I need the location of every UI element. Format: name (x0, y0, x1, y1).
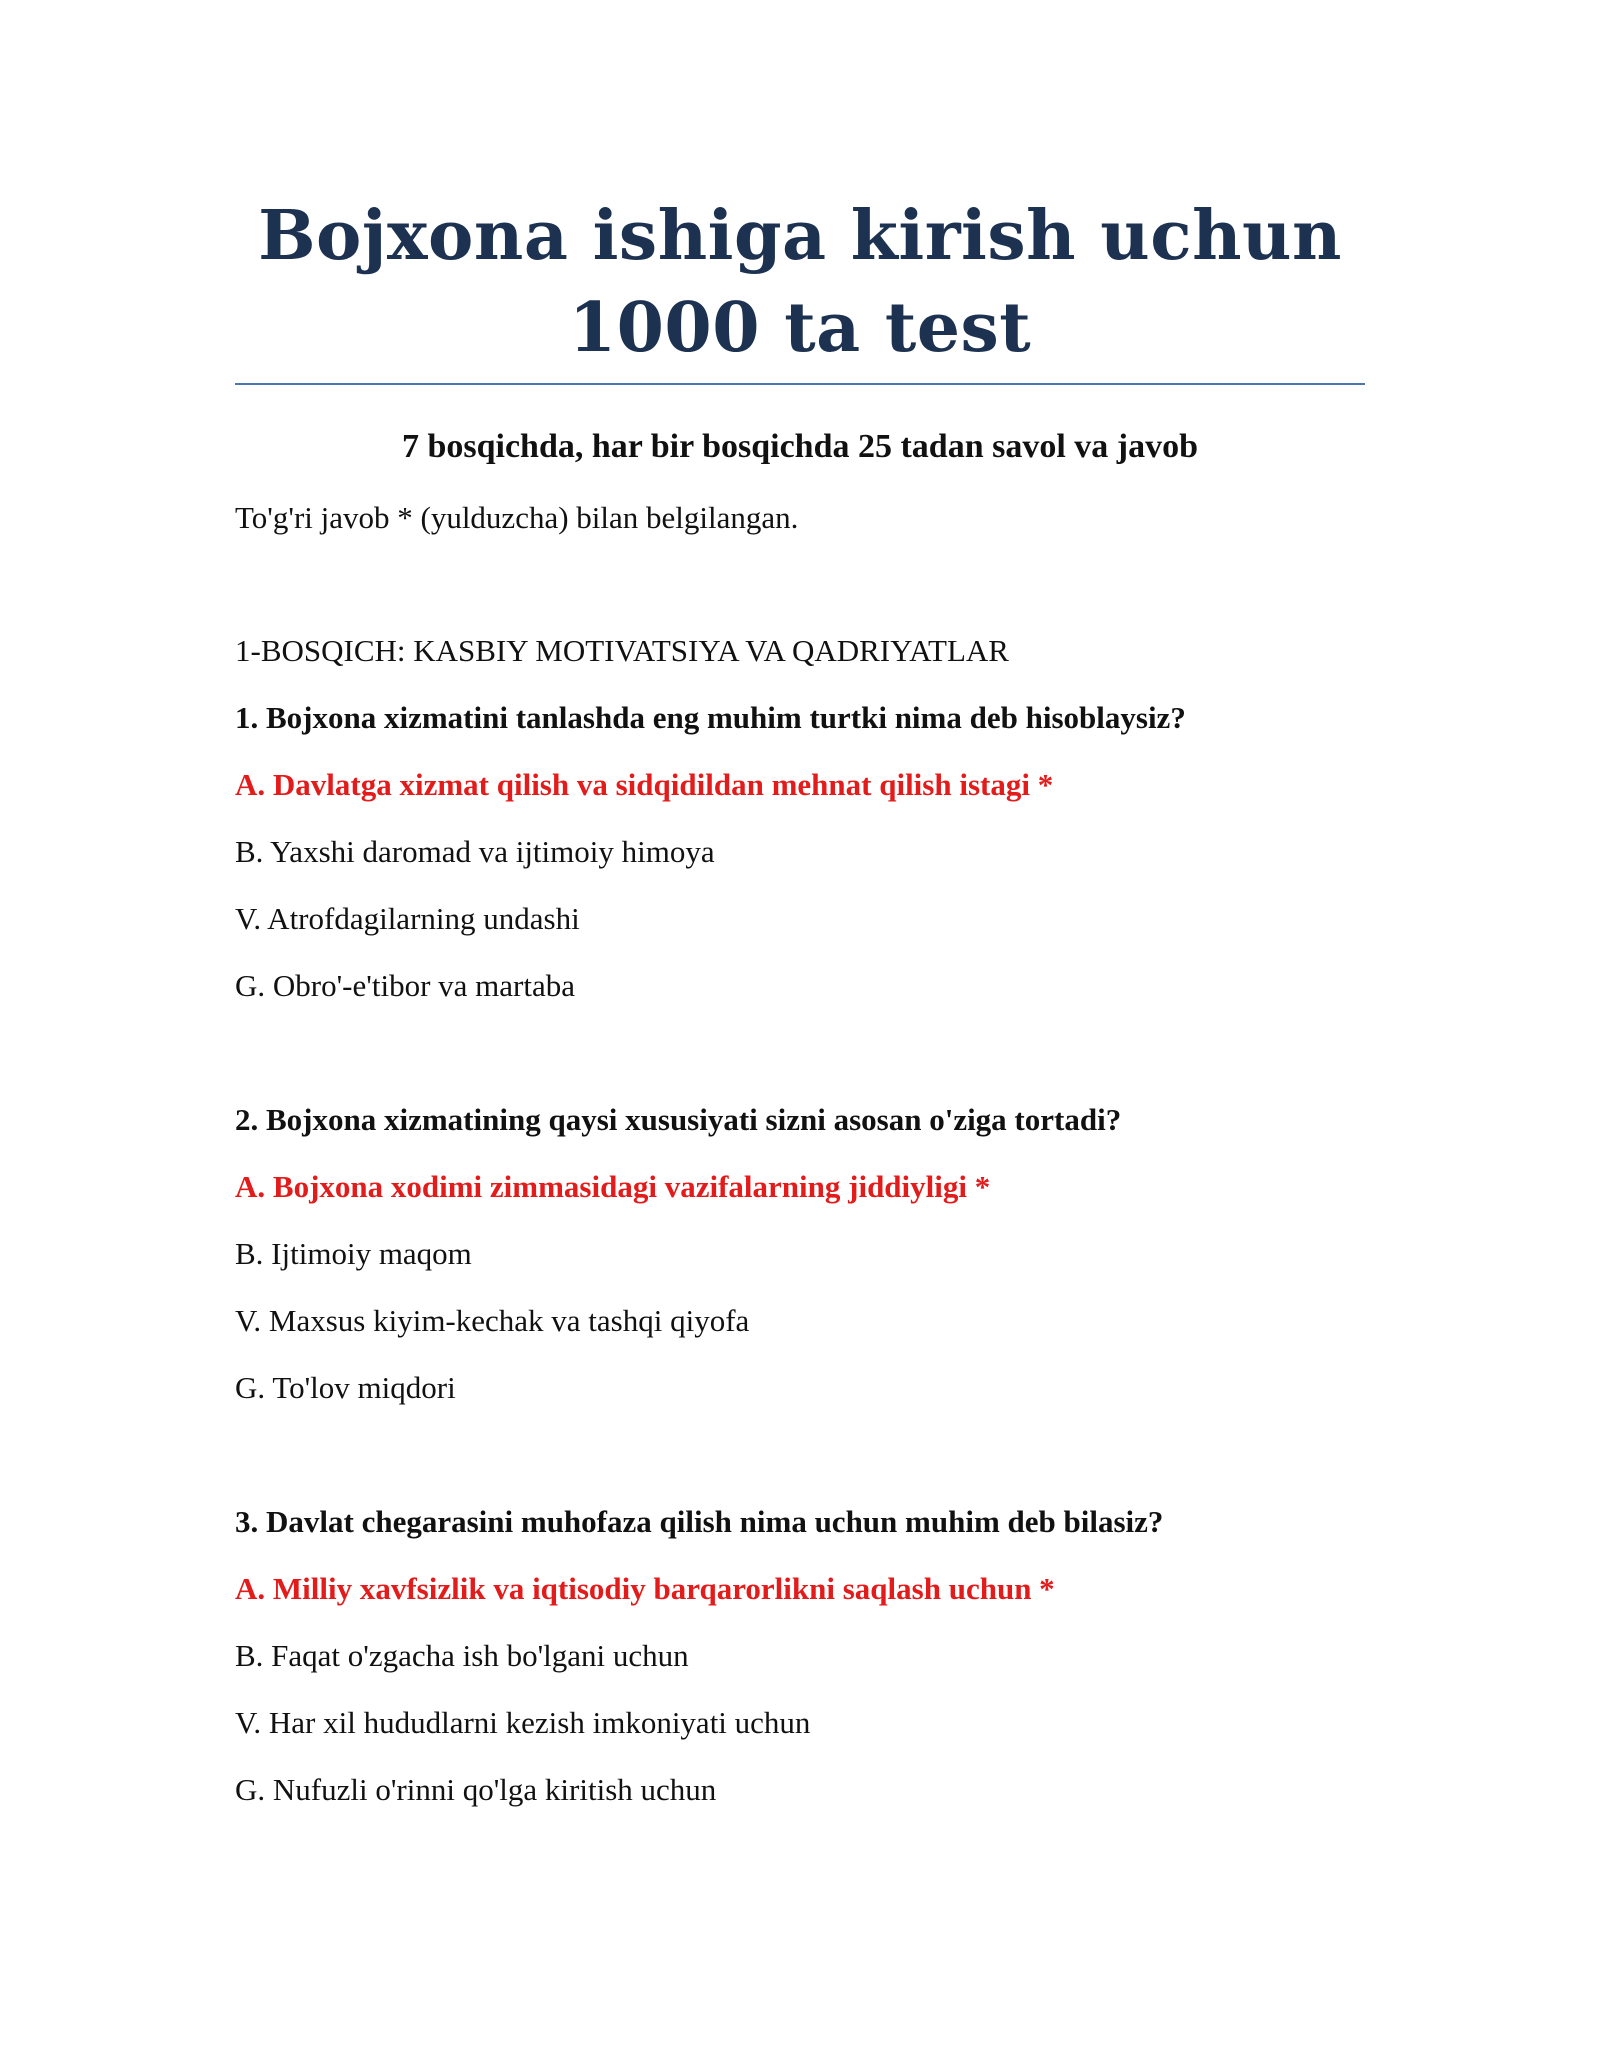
question-1-option-b: B. Yaxshi daromad va ijtimoiy himoya (235, 834, 715, 869)
question-2-option-v: V. Maxsus kiyim-kechak va tashqi qiyofa (235, 1303, 750, 1338)
question-1-option-g: G. Obro'-e'tibor va martaba (235, 968, 575, 1003)
question-3-option-v: V. Har xil hududlarni kezish imkoniyati uchun (235, 1705, 811, 1740)
question-2: 2. Bojxona xizmatining qaysi xususiyati sizni asosan o'ziga tortadi? (235, 1102, 1122, 1137)
question-1-option-a-correct: A. Davlatga xizmat qilish va sidqidildan mehnat qilish istagi * (235, 767, 1054, 802)
page-title (235, 190, 1365, 374)
question-3-option-a-correct: A. Milliy xavfsizlik va iqtisodiy barqarorlikni saqlash uchun * (235, 1571, 1055, 1606)
subtitle: 7 bosqichda, har bir bosqichda 25 tadan savol va javob (401, 428, 1199, 465)
question-3-option-b: B. Faqat o'zgacha ish bo'lgani uchun (235, 1638, 689, 1673)
question-1-option-v: V. Atrofdagilarning undashi (235, 901, 580, 936)
section-title: 1-BOSQICH: KASBIY MOTIVATSIYA VA QADRIYATLAR (235, 633, 1009, 668)
question-3-option-g: G. Nufuzli o'rinni qo'lga kiritish uchun (235, 1772, 717, 1807)
question-2-option-g: G. To'lov miqdori (235, 1370, 456, 1405)
question-2-option-a-correct: A. Bojxona xodimi zimmasidagi vazifalarning jiddiyligi * (235, 1169, 991, 1204)
title-line-2: 1000 ta test (568, 288, 1032, 368)
title-divider (235, 383, 1365, 385)
title-line-1: Bojxona ishiga kirish uchun (258, 196, 1342, 276)
answer-key-note: To'g'ri javob * (yulduzcha) bilan belgilangan. (235, 500, 799, 535)
question-1: 1. Bojxona xizmatini tanlashda eng muhim turtki nima deb hisoblaysiz? (235, 700, 1186, 735)
question-3: 3. Davlat chegarasini muhofaza qilish nima uchun muhim deb bilasiz? (235, 1504, 1164, 1539)
question-2-option-b: B. Ijtimoiy maqom (235, 1236, 472, 1271)
